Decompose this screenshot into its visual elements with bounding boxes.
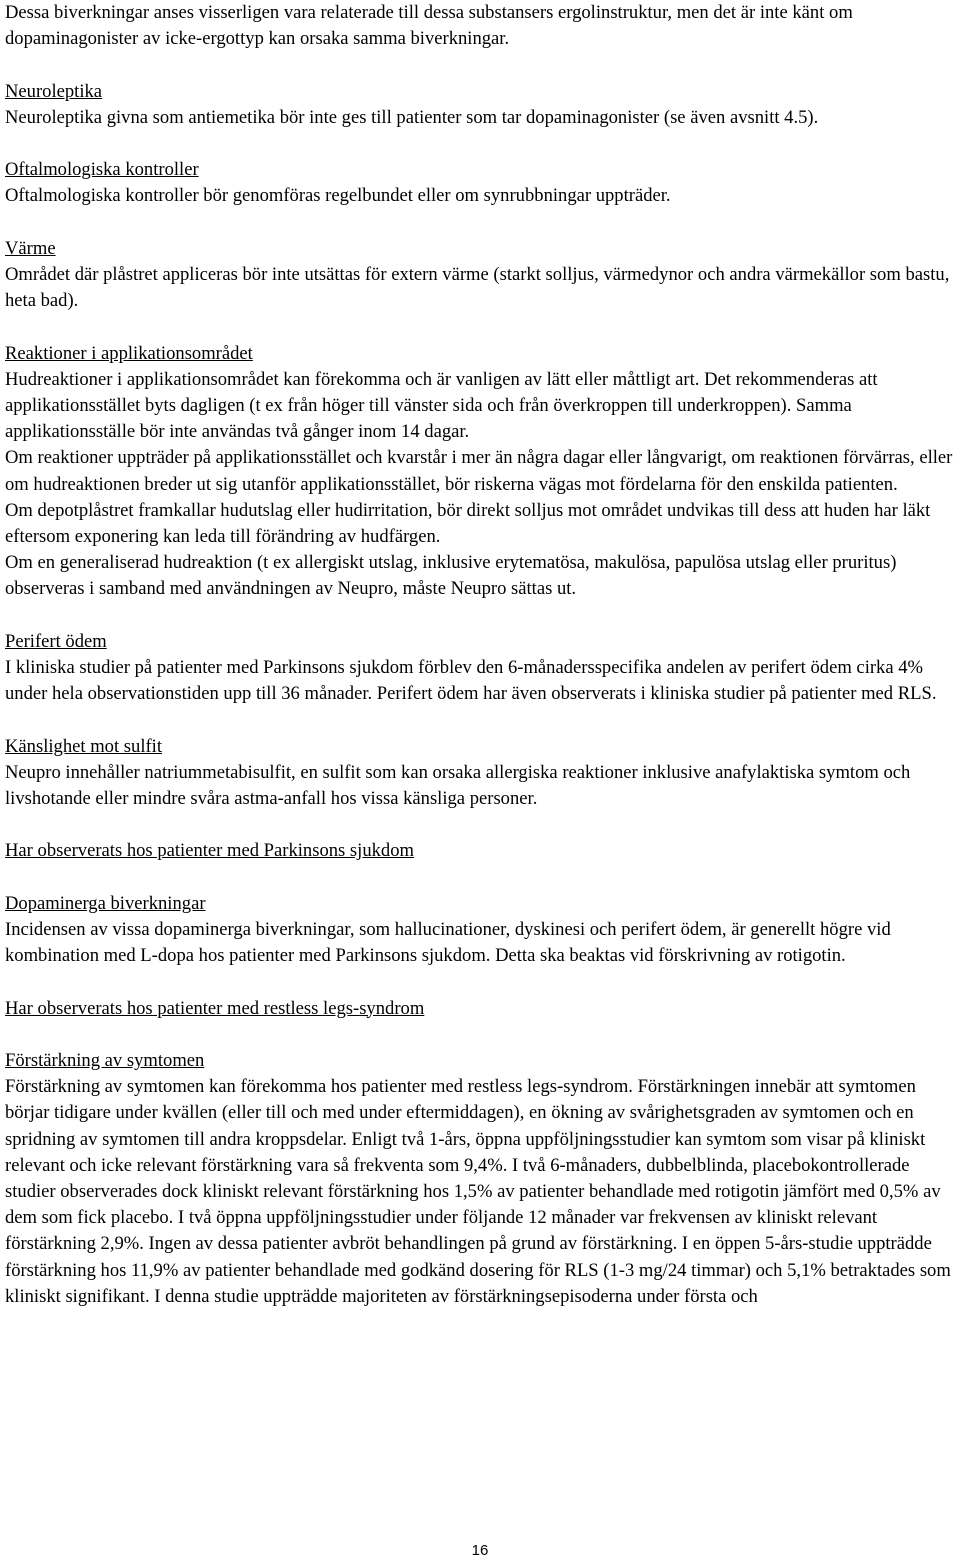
section-heading-restless-legs: Har observerats hos patienter med restless legs-syndrom — [5, 997, 425, 1019]
page-number: 16 — [471, 1542, 489, 1559]
spacer — [5, 314, 957, 340]
section-heading-neuroleptika: Neuroleptika — [5, 80, 103, 102]
paragraph: Om depotplåstret framkallar hudutslag eller hudirritation, bör direkt solljus mot området undvikas till dess att huden har läkt eftersom exponering kan leda till förändring av hudfärgen. — [5, 499, 931, 547]
paragraph: Neuroleptika givna som antiemetika bör inte ges till patienter som tar dopaminagonister (se även avsnitt 4.5). — [5, 106, 819, 128]
paragraph: Neupro innehåller natriummetabisulfit, en sulfit som kan orsaka allergiska reaktioner inklusive anafylaktiska symtom och livshotande eller mindre svåra astma-anfall hos vissa känsliga personer. — [5, 761, 911, 809]
section-heading-oftalmologiska-kontroller: Oftalmologiska kontroller — [5, 159, 199, 181]
spacer — [5, 210, 957, 236]
spacer — [5, 707, 957, 733]
paragraph: Förstärkning av symtomen kan förekomma hos patienter med restless legs-syndrom. Förstärkningen innebär att symtomen börjar tidigare under kvällen (eller till och med under eftermiddagen), en ökning av svårighetsgraden av symtomen och en spridning av symtomen till andra kroppsdelar. Enligt två 1-års, öppna uppföljningsstudier kan symtom som visar på kliniskt relevant och icke relevant förstärkning vara så frekventa som 9,4%. I två 6-månaders, dubbelblinda, placebokontrollerade studier observerades dock kliniskt relevant förstärkning hos 1,5% av patienter behandlade med rotigotin jämfört med 0,5% av dem som fick placebo. I två öppna uppföljningsstudier under följande 12 månader var frekvensen av kliniskt relevant förstärkning 2,9%. Ingen av dessa patienter avbröt behandlingen på grund av förstärkning. I en öppen 5-års-studie uppträdde förstärkning hos 11,9% av patienter behandlade med godkänd dosering för RLS (1-3 mg/24 timmar) och 5,1% betraktades som kliniskt signifikant. I denna studie uppträdde majoriteten av förstärkningsepisoderna under första och — [5, 1076, 951, 1307]
section-heading-kanslighet-mot-sulfit: Känslighet mot sulfit — [5, 735, 163, 757]
spacer — [5, 865, 957, 891]
spacer — [5, 131, 957, 157]
paragraph: I kliniska studier på patienter med Parkinsons sjukdom förblev den 6-månadersspecifika andelen av perifert ödem cirka 4% under hela observationstiden upp till 36 månader. Perifert ödem har även observerats i kliniska studier på patienter med RLS. — [5, 657, 937, 705]
section-heading-dopaminerga-biverkningar: Dopaminerga biverkningar — [5, 892, 206, 914]
document-page — [5, 0, 957, 1310]
section-heading-varme: Värme — [5, 237, 56, 259]
paragraph: Området där plåstret appliceras bör inte utsättas för extern värme (starkt solljus, värmedynor och andra värmekällor som bastu, heta bad). — [5, 263, 950, 312]
spacer — [5, 969, 957, 995]
paragraph: Hudreaktioner i applikationsområdet kan förekomma och är vanligen av lätt eller måttligt art. Det rekommenderas att applikationsstället byts dagligen (t ex från höger till vänster sida och från överkroppen till underkroppen). Samma applikationsställe bör inte användas två gånger inom 14 dagar. — [5, 368, 878, 443]
paragraph: Om en generaliserad hudreaktion (t ex allergiskt utslag, inklusive erytematösa, makulösa, papulösa utslag eller pruritus) observeras i samband med användningen av Neupro, måste Neupro sättas ut. — [5, 552, 897, 600]
section-heading-forstarkning: Förstärkning av symtomen — [5, 1049, 205, 1071]
spacer — [5, 603, 957, 629]
spacer — [5, 812, 957, 838]
section-heading-perifert-odem: Perifert ödem — [5, 630, 107, 652]
spacer — [5, 52, 957, 78]
paragraph: Oftalmologiska kontroller bör genomföras regelbundet eller om synrubbningar uppträder. — [5, 185, 671, 207]
section-heading-parkinsons: Har observerats hos patienter med Parkinsons sjukdom — [5, 840, 414, 862]
spacer — [5, 1022, 957, 1048]
paragraph: Incidensen av vissa dopaminerga biverkningar, som hallucinationer, dyskinesi och perifert ödem, är generellt högre vid kombination med L-dopa hos patienter med Parkinsons sjukdom. Detta ska beaktas vid förskrivning av rotigotin. — [5, 918, 891, 967]
paragraph: Dessa biverkningar anses visserligen vara relaterade till dessa substansers ergolinstruktur, men det är inte känt om dopaminagonister av icke-ergottyp kan orsaka samma biverkningar. — [5, 2, 853, 50]
paragraph: Om reaktioner uppträder på applikationsstället och kvarstår i mer än några dagar eller långvarigt, om reaktionen förvärras, eller om hudreaktionen breder ut sig utanför applikationsstället, bör riskerna vägas mot fördelarna för den enskilda patienten. — [5, 447, 953, 495]
section-heading-reaktioner: Reaktioner i applikationsområdet — [5, 342, 253, 364]
